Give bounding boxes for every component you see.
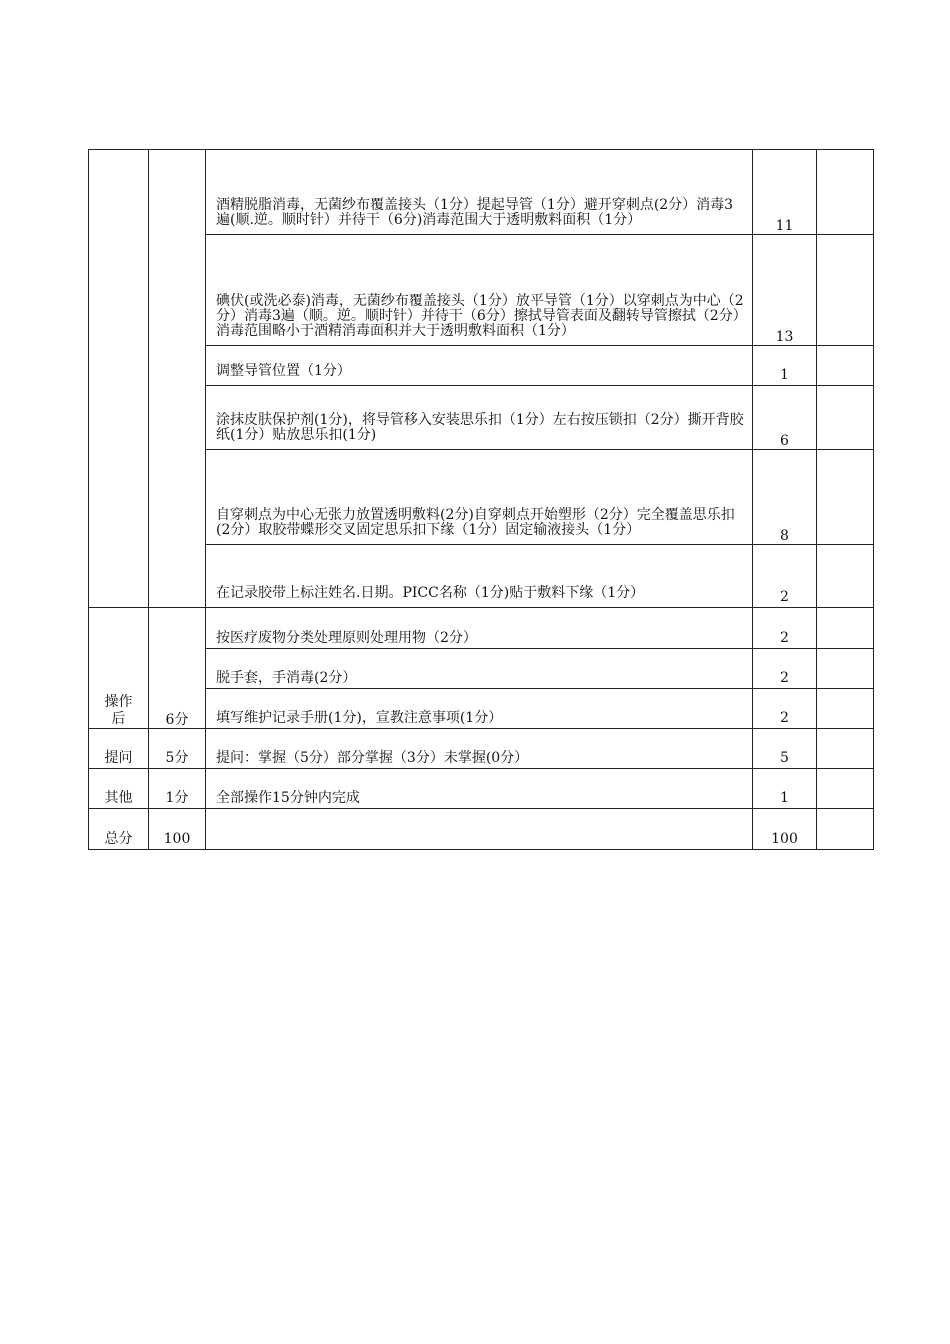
category-points: 6分 [149, 608, 206, 729]
item-description: 自穿刺点为中心无张力放置透明敷料(2分)自穿刺点开始塑形（2分）完全覆盖思乐扣(2分）取胶带蝶形交叉固定思乐扣下缘（1分）固定输液接头（1分） [206, 450, 753, 545]
item-score: 2 [753, 545, 817, 608]
item-score: 2 [753, 649, 817, 689]
table-row [89, 729, 874, 769]
table-row [89, 545, 874, 608]
category-points: 1分 [149, 769, 206, 809]
scoring-table [88, 149, 874, 850]
item-score: 100 [753, 809, 817, 850]
actual-score-cell [817, 608, 874, 649]
item-description: 提问：掌握（5分）部分掌握（3分）未掌握(0分） [206, 729, 753, 769]
table-row [89, 386, 874, 450]
points-cell-empty [149, 150, 206, 608]
table-row [89, 150, 874, 235]
actual-score-cell [817, 809, 874, 850]
category-label: 操作后 [89, 608, 149, 729]
item-score: 11 [753, 150, 817, 235]
category-points: 100 [149, 809, 206, 850]
actual-score-cell [817, 769, 874, 809]
actual-score-cell [817, 545, 874, 608]
item-score: 6 [753, 386, 817, 450]
item-score: 13 [753, 235, 817, 346]
actual-score-cell [817, 729, 874, 769]
table-row [89, 649, 874, 689]
item-score: 2 [753, 608, 817, 649]
item-score: 8 [753, 450, 817, 545]
table-row [89, 769, 874, 809]
item-score: 1 [753, 346, 817, 386]
item-score: 1 [753, 769, 817, 809]
item-description: 调整导管位置（1分） [206, 346, 753, 386]
item-description: 脱手套，手消毒(2分） [206, 649, 753, 689]
actual-score-cell [817, 386, 874, 450]
category-cell-empty [89, 150, 149, 608]
category-label: 其他 [89, 769, 149, 809]
actual-score-cell [817, 235, 874, 346]
item-score: 2 [753, 689, 817, 729]
item-description [206, 809, 753, 850]
item-description: 在记录胶带上标注姓名.日期。PICC名称（1分)贴于敷料下缘（1分） [206, 545, 753, 608]
actual-score-cell [817, 450, 874, 545]
category-label: 提问 [89, 729, 149, 769]
actual-score-cell [817, 346, 874, 386]
table-row [89, 450, 874, 545]
table-row [89, 346, 874, 386]
table-row [89, 608, 874, 649]
actual-score-cell [817, 150, 874, 235]
category-label: 总分 [89, 809, 149, 850]
item-description: 酒精脱脂消毒，无菌纱布覆盖接头（1分）提起导管（1分）避开穿刺点(2分）消毒3遍(顺.逆。顺时针）并待干（6分)消毒范围大于透明敷料面积（1分） [206, 150, 753, 235]
item-description: 填写维护记录手册(1分)，宣教注意事项(1分） [206, 689, 753, 729]
table-row [89, 689, 874, 729]
item-description: 涂抹皮肤保护剂(1分)，将导管移入安装思乐扣（1分）左右按压锁扣（2分）撕开背胶纸(1分）贴放思乐扣(1分) [206, 386, 753, 450]
table-row [89, 235, 874, 346]
item-description: 全部操作15分钟内完成 [206, 769, 753, 809]
actual-score-cell [817, 649, 874, 689]
item-description: 碘伏(或洗必泰)消毒，无菌纱布覆盖接头（1分）放平导管（1分）以穿刺点为中心（2分）消毒3遍（顺。逆。顺时针）并待干（6分）擦拭导管表面及翻转导管擦拭（2分）消毒范围略小于酒精消毒面积并大于透明敷料面积（1分） [206, 235, 753, 346]
category-points: 5分 [149, 729, 206, 769]
item-score: 5 [753, 729, 817, 769]
item-description: 按医疗废物分类处理原则处理用物（2分） [206, 608, 753, 649]
actual-score-cell [817, 689, 874, 729]
table-row [89, 809, 874, 850]
